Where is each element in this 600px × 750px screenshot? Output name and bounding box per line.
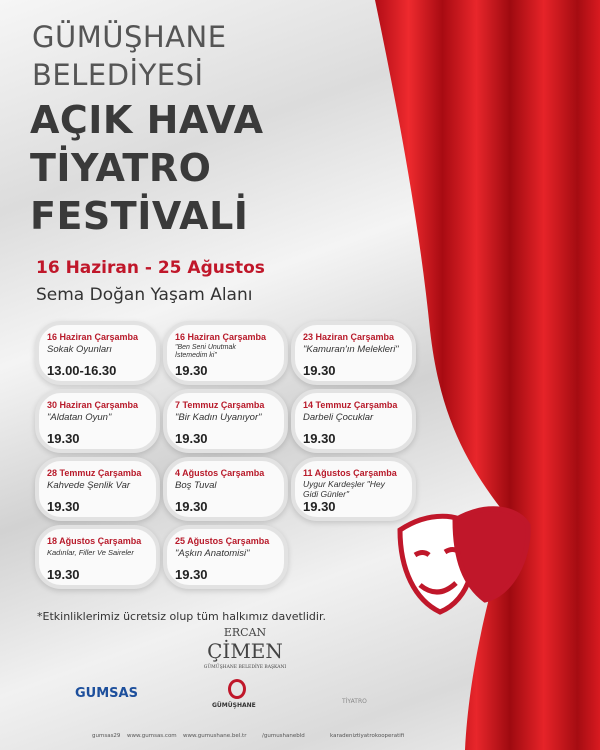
event-title: "Aşkın Anatomisi"	[175, 548, 250, 559]
event-card	[291, 457, 416, 521]
event-card	[35, 389, 160, 453]
event-title: "Kamuran'ın Melekleri"	[303, 344, 399, 355]
event-time: 19.30	[175, 431, 208, 446]
title-line-1: GÜMÜŞHANE	[32, 20, 227, 54]
title-line-3: AÇIK HAVA	[30, 98, 264, 142]
event-date: 4 Ağustos Çarşamba	[175, 468, 265, 478]
gumsas-social: gumsas29	[92, 733, 121, 739]
event-card	[291, 389, 416, 453]
event-time: 19.30	[175, 567, 208, 582]
theatre-social: karadeniztiyatrokooperatifi	[330, 733, 405, 739]
municipality-social: /gumushanebld	[262, 733, 305, 739]
theatre-logo: TİYATRO	[342, 698, 367, 705]
event-time: 19.30	[47, 499, 80, 514]
event-title: "Bir Kadın Uyanıyor"	[175, 412, 262, 423]
event-title: "Aldatan Oyun"	[47, 412, 112, 423]
event-time: 19.30	[47, 431, 80, 446]
mayor-role: GÜMÜŞHANE BELEDİYE BAŞKANI	[203, 665, 287, 670]
event-time: 19.30	[303, 499, 336, 514]
event-date: 7 Temmuz Çarşamba	[175, 400, 265, 410]
event-date: 18 Ağustos Çarşamba	[47, 536, 142, 546]
event-title: Boş Tuval	[175, 480, 217, 491]
title-line-5: FESTİVALİ	[30, 194, 249, 238]
event-card	[35, 321, 160, 385]
event-date: 25 Ağustos Çarşamba	[175, 536, 270, 546]
event-time: 19.30	[175, 499, 208, 514]
event-card	[35, 457, 160, 521]
event-title: Sokak Oyunları	[47, 344, 112, 355]
event-card	[35, 525, 160, 589]
event-time: 19.30	[47, 567, 80, 582]
event-title: Darbeli Çocuklar	[303, 412, 374, 423]
title-line-4: TİYATRO	[30, 146, 212, 190]
event-card	[163, 389, 288, 453]
event-date: 16 Haziran Çarşamba	[175, 332, 267, 342]
event-date: 28 Temmuz Çarşamba	[47, 468, 142, 478]
mayor-last-name: ÇİMEN	[207, 639, 283, 663]
event-card	[163, 457, 288, 521]
municipality-web[interactable]: www.gumushane.bel.tr	[183, 733, 247, 739]
free-entry-note: *Etkinliklerimiz ücretsiz olup tüm halkımız davetlidir.	[37, 610, 326, 623]
gumsas-web[interactable]: www.gumsas.com	[127, 733, 177, 739]
municipality-heart-icon	[228, 679, 246, 699]
event-date: 14 Temmuz Çarşamba	[303, 400, 398, 410]
event-title: "Ben Seni Unutmak İstemedim ki"	[175, 344, 236, 359]
event-date: 16 Haziran Çarşamba	[47, 332, 139, 342]
date-range: 16 Haziran - 25 Ağustos	[36, 258, 265, 278]
gumsas-logo: GUMSAS	[75, 686, 138, 701]
event-card	[163, 321, 288, 385]
event-card	[291, 321, 416, 385]
event-date: 11 Ağustos Çarşamba	[303, 468, 397, 478]
municipality-logo: GÜMÜŞHANE	[212, 702, 256, 709]
event-date: 23 Haziran Çarşamba	[303, 332, 395, 342]
event-title: Kadınlar, Filler Ve Saireler	[47, 548, 134, 557]
event-card	[163, 525, 288, 589]
event-time: 19.30	[175, 363, 208, 378]
title-line-2: BELEDİYESİ	[32, 58, 204, 92]
event-title: Kahvede Şenlik Var	[47, 480, 131, 491]
venue: Sema Doğan Yaşam Alanı	[36, 285, 253, 305]
event-time: 19.30	[303, 363, 336, 378]
event-title: Uygur Kardeşler "Hey Gidi Günler"	[303, 479, 385, 499]
event-time: 19.30	[303, 431, 336, 446]
mayor-first-name: ERCAN	[223, 626, 267, 639]
event-date: 30 Haziran Çarşamba	[47, 400, 139, 410]
event-time: 13.00-16.30	[47, 363, 117, 378]
